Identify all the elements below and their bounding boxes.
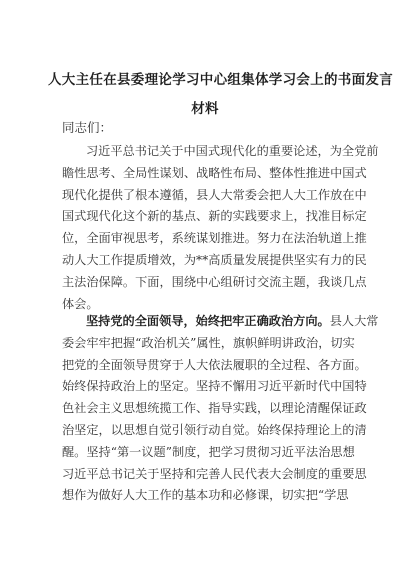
- paragraph-line: 醒。坚持“第一议题”制度，把学习贯彻习近平法治思想: [62, 444, 355, 459]
- paragraph-line: 治坚定，以思想自觉引领行动自觉。始终保持理论上的清: [62, 422, 367, 437]
- paragraph-line-tail: 县人大常: [329, 314, 379, 328]
- paragraph-line: 国式现代化这个新的基点、新的实践要求上，找准目标定: [62, 209, 367, 224]
- paragraph-line: 色社会主义思想统揽工作、指导实践，以理论清醒保证政: [62, 401, 367, 416]
- paragraph-line-first: [62, 311, 379, 333]
- title-line-1: 人大主任在县委理论学习中心组集体学习会上的书面发言: [48, 72, 393, 88]
- paragraph-line: 动人大工作提质增效，为**高质量发展提供坚实有力的民: [62, 252, 367, 267]
- paragraph-line: 把党的全面领导贯穿于人大依法履职的全过程、各方面。: [62, 357, 367, 372]
- paragraph-line: 瞻性思考、全局性谋划、战略性布局、整体性推进中国式: [62, 165, 367, 180]
- paragraph-line: 习近平总书记关于中国式现代化的重要论述，为全党前: [86, 144, 379, 158]
- paragraph-line: 始终保持政治上的坚定。坚持不懈用习近平新时代中国特: [62, 379, 367, 394]
- paragraph-line: 体会。: [62, 296, 99, 311]
- salutation: 同志们：: [62, 120, 113, 135]
- paragraph-line: 委会牢牢把握“政治机关”属性，旗帜鲜明讲政治，切实: [62, 335, 355, 350]
- section-heading: 坚持党的全面领导，始终把牢正确政治方向。: [86, 314, 330, 328]
- title-line-2: 材料: [191, 101, 219, 117]
- paragraph-line: 习近平总书记关于坚持和完善人民代表大会制度的重要思: [62, 466, 367, 481]
- paragraph-section-one: [62, 311, 379, 507]
- paragraph-line: 现代化提供了根本遵循，县人大常委会把人大工作放在中: [62, 187, 367, 202]
- paragraph-line: 主法治保障。下面，围绕中心组研讨交流主题，我谈几点: [62, 274, 367, 289]
- paragraph-line: 位，全面审视思考，系统谋划推进。努力在法治轨道上推: [62, 231, 367, 246]
- paragraph-line: 想作为做好人大工作的基本功和必修课，切实把“学思: [62, 488, 349, 503]
- document-title: [48, 66, 393, 124]
- paragraph-intro: [62, 141, 379, 315]
